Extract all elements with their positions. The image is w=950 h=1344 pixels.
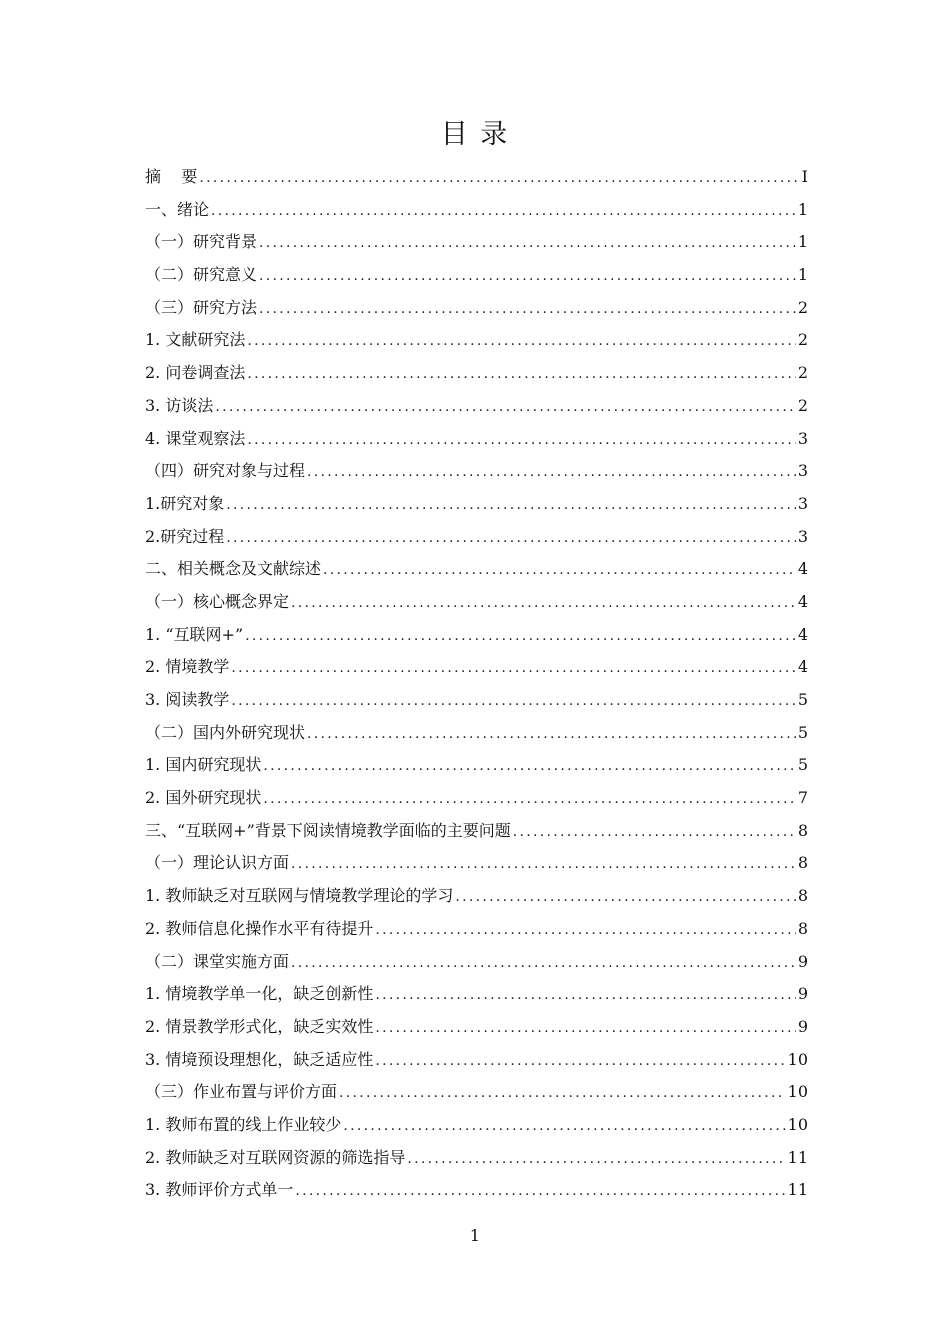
toc-entry-page: 1 xyxy=(797,232,808,252)
toc-entry-page: 3 xyxy=(797,461,808,481)
toc-entry-label: 二、相关概念及文献综述 xyxy=(145,559,322,579)
toc-entry-page: 10 xyxy=(787,1114,808,1134)
toc-leader-dots xyxy=(231,685,795,718)
toc-entry-page: 2 xyxy=(797,395,808,415)
toc-entry[interactable] xyxy=(145,749,808,782)
toc-entry-page: 3 xyxy=(797,428,808,448)
toc-leader-dots xyxy=(375,914,795,947)
toc-entry-label: 2. 问卷调查法 xyxy=(145,363,246,383)
toc-leader-dots xyxy=(291,947,796,980)
toc-entry-label: （二）国内外研究现状 xyxy=(145,722,306,742)
toc-leader-dots xyxy=(259,293,796,326)
toc-leader-dots xyxy=(259,227,796,260)
toc-entry-page: 9 xyxy=(797,1016,808,1036)
toc-entry-page: 5 xyxy=(797,755,808,775)
toc-entry-label: 2. 国外研究现状 xyxy=(145,788,262,808)
toc-entry-page: 11 xyxy=(787,1180,808,1200)
toc-leader-dots xyxy=(263,750,795,783)
toc-entry[interactable] xyxy=(145,847,808,880)
toc-leader-dots xyxy=(339,1077,786,1110)
toc-entry-label: （一）研究背景 xyxy=(145,232,258,252)
toc-entry-label: 3. 阅读教学 xyxy=(145,690,230,709)
toc-entry[interactable] xyxy=(145,455,808,488)
toc-entry-label: 1. 情境教学单一化，缺乏创新性 xyxy=(145,984,374,1004)
toc-leader-dots xyxy=(226,522,796,555)
toc-entry[interactable] xyxy=(145,1174,808,1207)
toc-leader-dots xyxy=(215,391,795,424)
toc-entry-label: 1. 国内研究现状 xyxy=(145,755,262,775)
toc-entry-page: 8 xyxy=(797,853,808,873)
toc-entry-page: 2 xyxy=(797,363,808,383)
toc-leader-dots xyxy=(323,554,796,587)
toc-entry[interactable] xyxy=(145,292,808,325)
toc-leader-dots xyxy=(247,424,795,457)
toc-entry[interactable] xyxy=(145,1109,808,1142)
toc-leader-dots xyxy=(291,587,796,620)
toc-entry[interactable] xyxy=(145,423,808,456)
page-title: 目 录 xyxy=(440,119,510,150)
toc-entry[interactable] xyxy=(145,1011,808,1044)
toc-entry-label: 一、绪论 xyxy=(145,199,210,219)
toc-entry[interactable] xyxy=(145,651,808,684)
toc-entry-label: （一）核心概念界定 xyxy=(145,591,290,611)
toc-entry[interactable] xyxy=(145,913,808,946)
toc-entry-label: 3. 情境预设理想化，缺乏适应性 xyxy=(145,1049,374,1069)
toc-entry[interactable] xyxy=(145,880,808,913)
toc-entry-page: 7 xyxy=(797,788,808,808)
toc-leader-dots xyxy=(343,1110,785,1143)
toc-entry-label: 4. 课堂观察法 xyxy=(145,428,246,448)
toc-entry-label: （二）研究意义 xyxy=(145,265,258,285)
toc-entry[interactable] xyxy=(145,619,808,652)
toc-leader-dots xyxy=(307,718,796,751)
toc-entry-page: 1 xyxy=(797,265,808,285)
toc-entry-page: 8 xyxy=(797,820,808,840)
toc-leader-dots xyxy=(263,783,795,816)
toc-entry-page: 3 xyxy=(797,526,808,546)
toc-entry[interactable] xyxy=(145,1076,808,1109)
toc-leader-dots xyxy=(247,325,795,358)
toc-entry-label: 三、“互联网+”背景下阅读情境教学面临的主要问题 xyxy=(145,820,511,840)
toc-leader-dots xyxy=(245,620,796,653)
toc-entry[interactable] xyxy=(145,978,808,1011)
toc-leader-dots xyxy=(295,1175,785,1208)
toc-entry-page: 3 xyxy=(797,493,808,513)
toc-entry-label: 2. 情境教学 xyxy=(145,657,230,677)
toc-entry[interactable] xyxy=(145,357,808,390)
toc-entry-page: 4 xyxy=(797,657,808,677)
toc-entry-page: 8 xyxy=(797,886,808,906)
toc-leader-dots xyxy=(259,260,796,293)
toc-entry-label: （三）研究方法 xyxy=(145,297,258,317)
toc-entry[interactable] xyxy=(145,684,808,717)
toc-entry-page: 8 xyxy=(797,918,808,938)
toc-entry[interactable] xyxy=(145,259,808,292)
toc-entry-label: 摘 要 xyxy=(145,167,198,186)
toc-entry-label: （四）研究对象与过程 xyxy=(145,461,306,481)
toc-entry-label: 2.研究过程 xyxy=(145,526,225,546)
toc-leader-dots xyxy=(375,979,795,1012)
toc-leader-dots xyxy=(375,1045,785,1078)
toc-leader-dots xyxy=(455,881,795,914)
toc-entry-label: 1.研究对象 xyxy=(145,493,225,513)
toc-leader-dots xyxy=(291,848,796,881)
toc-entry-page: 5 xyxy=(797,690,808,709)
toc-entry-label: 3. 访谈法 xyxy=(145,395,214,415)
toc-entry-page: 10 xyxy=(787,1082,808,1102)
toc-entry-page: 2 xyxy=(797,297,808,317)
toc-entry-label: 3. 教师评价方式单一 xyxy=(145,1180,294,1200)
toc-entry[interactable] xyxy=(145,390,808,423)
page-number: 1 xyxy=(469,1226,481,1245)
toc-entry-label: 2. 教师缺乏对互联网资源的筛选指导 xyxy=(145,1147,406,1167)
toc-entry-page: 4 xyxy=(797,591,808,611)
toc-entry[interactable] xyxy=(145,586,808,619)
toc-entry[interactable] xyxy=(145,521,808,554)
toc-entry[interactable] xyxy=(145,324,808,357)
toc-entry-page: I xyxy=(801,167,808,186)
toc-entry-page: 10 xyxy=(787,1049,808,1069)
toc-entry[interactable] xyxy=(145,226,808,259)
toc-entry-page: 9 xyxy=(797,951,808,971)
toc-entry-label: 1. 文献研究法 xyxy=(145,330,246,350)
toc-entry[interactable] xyxy=(145,553,808,586)
toc-entry[interactable] xyxy=(145,161,808,194)
toc-entry[interactable] xyxy=(145,717,808,750)
toc-entry[interactable] xyxy=(145,194,808,227)
toc-entry-label: （二）课堂实施方面 xyxy=(145,951,290,971)
toc-entry-page: 4 xyxy=(797,559,808,579)
toc-leader-dots xyxy=(513,816,796,849)
toc-entry-page: 9 xyxy=(797,984,808,1004)
toc-leader-dots xyxy=(375,1012,795,1045)
toc-entry[interactable] xyxy=(145,1142,808,1175)
toc-entry-page: 4 xyxy=(797,624,808,644)
toc-entry-page: 1 xyxy=(797,199,808,219)
toc-leader-dots xyxy=(211,195,796,228)
toc-entry[interactable] xyxy=(145,1044,808,1077)
toc-entry-label: （一）理论认识方面 xyxy=(145,853,290,873)
toc-entry[interactable] xyxy=(145,782,808,815)
toc-entry-label: 1. 教师缺乏对互联网与情境教学理论的学习 xyxy=(145,886,454,906)
toc-leader-dots xyxy=(407,1143,785,1176)
toc-entry-label: 1. “互联网+” xyxy=(145,624,244,644)
toc-entry-page: 5 xyxy=(797,722,808,742)
toc-entry-page: 11 xyxy=(787,1147,808,1167)
toc-entry[interactable] xyxy=(145,946,808,979)
toc-entry-label: （三）作业布置与评价方面 xyxy=(145,1082,338,1102)
toc-leader-dots xyxy=(199,162,799,195)
toc-entry[interactable] xyxy=(145,815,808,848)
toc-leader-dots xyxy=(231,652,795,685)
toc-entry-label: 2. 情景教学形式化，缺乏实效性 xyxy=(145,1016,374,1036)
toc-leader-dots xyxy=(226,489,796,522)
table-of-contents xyxy=(145,161,808,1207)
toc-leader-dots xyxy=(307,456,796,489)
toc-leader-dots xyxy=(247,358,795,391)
toc-entry-label: 1. 教师布置的线上作业较少 xyxy=(145,1114,342,1134)
toc-entry[interactable] xyxy=(145,488,808,521)
toc-entry-page: 2 xyxy=(797,330,808,350)
toc-entry-label: 2. 教师信息化操作水平有待提升 xyxy=(145,918,374,938)
